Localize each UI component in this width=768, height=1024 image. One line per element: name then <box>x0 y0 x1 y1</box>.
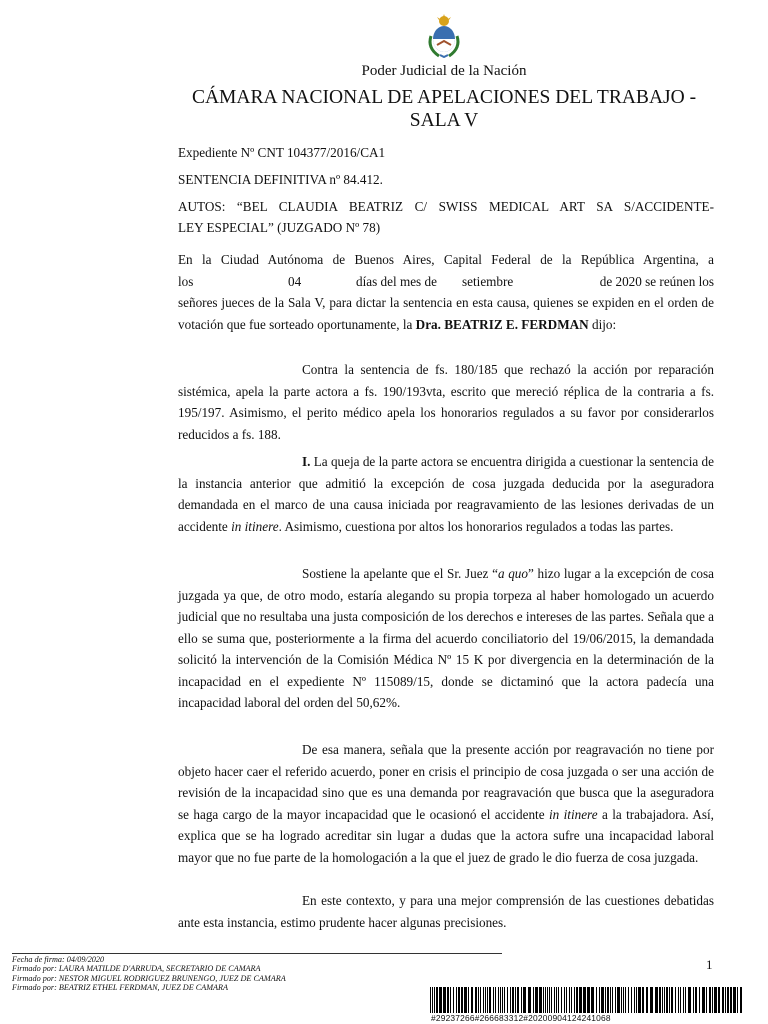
date-line <box>178 271 714 293</box>
barcode-text: #29237266#266683312#20200904124241068 <box>431 1013 611 1023</box>
paragraph-2-text-b: . Asimismo, cuestiona por altos los honorarios regulados a todas las partes. <box>278 518 674 534</box>
paragraph-2-text-a: La queja de la parte actora se encuentra dirigida a cuestionar la sentencia de la instancia anterior que admitió la excepción de cosa juzgada deducida por la aseguradora demandada en el marco de una causa iniciada por reagravamiento de las lesiones derivadas de un accidente <box>178 454 715 534</box>
paragraph-5: En este contexto, y para una mejor comprensión de las cuestiones debatidas ante esta instancia, estimo prudente hacer algunas precisiones. <box>178 893 714 930</box>
paragraph-3-text-b: ” hizo lugar a la excepción de cosa juzgada ya que, de otro modo, estaría alegando su propia torpeza al haber homologado un acuerdo judicial que no resultaba una justa composición de los derechos e intereses de las partes. Señala que a ello se suma que, posteriormente a la firma del acuerdo conciliatorio del 19/06/2015, la demandada solicitó la intervención de la Comisión Médica Nº 15 K por divergencia en la determinación de la incapacidad en el expediente Nº 115089/15, donde se dictaminó que la actora padecía una incapacidad laboral del orden del 50,62%. <box>178 566 714 710</box>
intro-line1: En la Ciudad Autónoma de Buenos Aires, Capital Federal de la República Argentina, a <box>178 252 714 267</box>
page-number: 1 <box>706 957 713 972</box>
sentence-number: SENTENCIA DEFINITIVA nº 84.412. <box>178 172 383 187</box>
intro-dijo: dijo: <box>592 316 617 332</box>
court-title-line2: SALA V <box>409 110 479 131</box>
judge-name: Dra. BEATRIZ E. FERDMAN <box>415 316 589 332</box>
court-title <box>0 86 768 132</box>
paragraph-2 <box>178 451 714 537</box>
date-month: setiembre <box>462 273 514 289</box>
case-caption-line2: LEY ESPECIAL” (JUZGADO Nº 78) <box>178 220 381 235</box>
paragraph-4-text-b: a la trabajadora. Así, explica que se ha logrado acreditar sin lugar a dudas que la actora sufre una incapacidad laboral mayor que no fue parte de la homologación a la que el juez de grado le dio fuerza de cosa juzgada. <box>178 806 714 865</box>
signature-divider <box>12 953 502 954</box>
paragraph-3-text-a: Sostiene la apelante que el Sr. Juez “ <box>302 566 498 581</box>
paragraph-4 <box>178 739 714 868</box>
paragraph-4-italic: in itinere <box>548 806 598 822</box>
paragraph-3-italic: a quo <box>497 566 528 581</box>
intro-rest-text: señores jueces de la Sala V, para dictar la sentencia en esta causa, quienes se expiden en el orden de votación que fue sorteado oportunamente, la <box>178 295 714 332</box>
barcode <box>430 987 744 1013</box>
signature-date: Fecha de firma: 04/09/2020 <box>12 955 105 964</box>
date-los: los <box>178 273 194 289</box>
section-number: I. <box>302 454 311 469</box>
paragraph-4-text-a: De esa manera, señala que la presente acción por reagravación no tiene por objeto hacer caer el referido acuerdo, poner en crisis el principio de cosa juzgada o ser una acción de revisión de la incapacidad sino que es una demanda por reagravación que busca que la aseguradora se haga cargo de la mayor incapacidad que le ocasionó el accidente <box>178 742 714 822</box>
intro-paragraph <box>178 249 714 335</box>
court-title-line1: CÁMARA NACIONAL DE APELACIONES DEL TRABAJO - <box>191 87 697 108</box>
paragraph-1: Contra la sentencia de fs. 180/185 que rechazó la acción por reparación sistémica, apela la parte actora a fs. 190/193vta, escrito que mereció réplica de la contraria a fs. 195/197. Asimismo, el perito médico apela los honorarios regulados a su favor por considerarlos reducidos a fs. 188. <box>178 362 714 442</box>
signature-line-1: Firmado por: LAURA MATILDE D'ARRUDA, SECRETARIO DE CAMARA <box>12 964 261 974</box>
organization-name: Poder Judicial de la Nación <box>361 63 527 79</box>
date-year: de 2020 se reúnen los <box>599 273 714 289</box>
date-dias: días del mes de <box>356 273 437 289</box>
case-caption <box>178 196 714 238</box>
coat-of-arms-emblem <box>425 14 463 58</box>
intro-rest <box>178 292 714 335</box>
signature-line-3: Firmado por: BEATRIZ ETHEL FERDMAN, JUEZ DE CAMARA <box>12 983 229 993</box>
paragraph-2-italic: in itinere <box>231 518 279 534</box>
paragraph-3 <box>178 563 714 714</box>
case-caption-line1: AUTOS: “BEL CLAUDIA BEATRIZ C/ SWISS MEDICAL ART SA S/ACCIDENTE- <box>178 199 714 214</box>
signature-line-2: Firmado por: NESTOR MIGUEL RODRIGUEZ BRUNENGO, JUEZ DE CAMARA <box>12 973 286 983</box>
case-number: Expediente Nº CNT 104377/2016/CA1 <box>178 145 386 160</box>
date-day: 04 <box>288 273 302 289</box>
